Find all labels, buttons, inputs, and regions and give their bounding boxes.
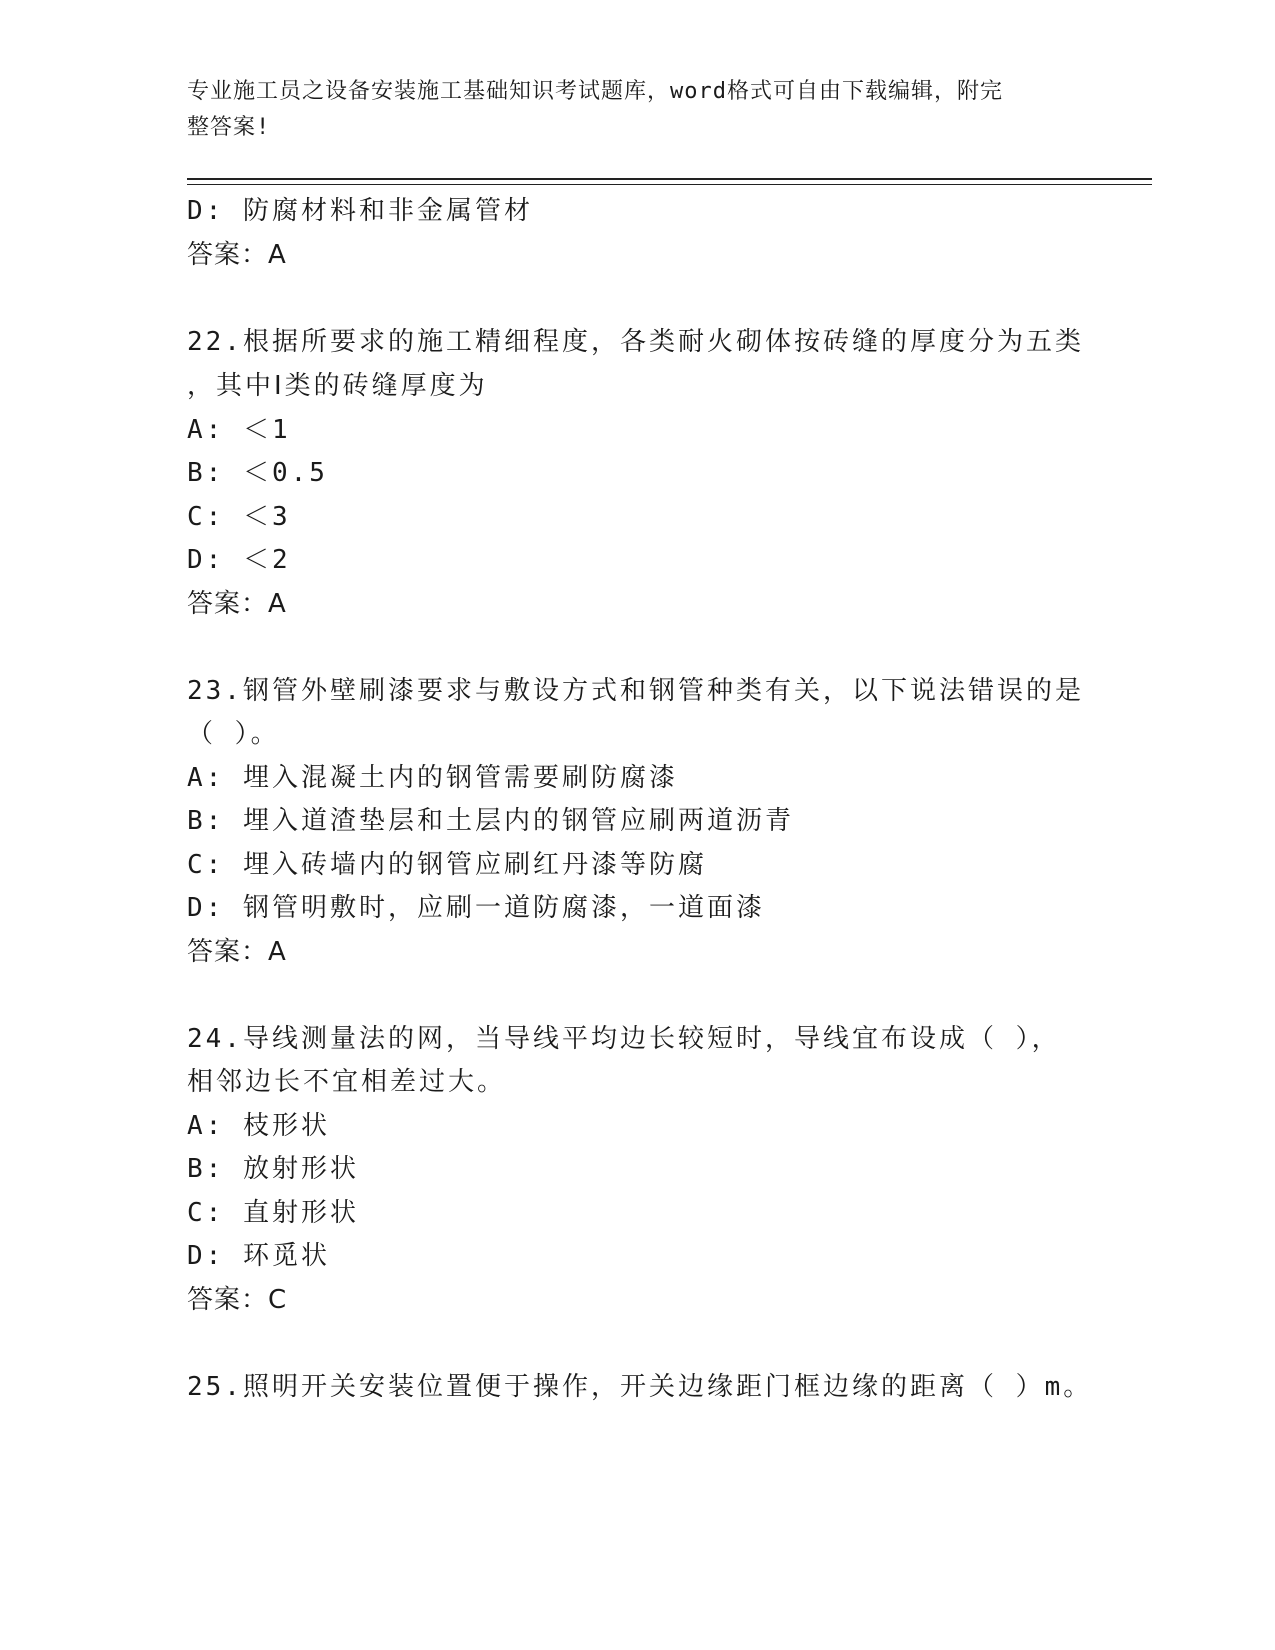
document-header-note [187,74,1087,146]
q23-option-d: D: 钢管明敷时，应刷一道防腐漆，一道面漆 [187,893,765,923]
q23-stem-line-2: （ ）。 [187,719,280,749]
header-divider-thick [187,178,1152,180]
q22-option-a: A: ＜1 [187,415,291,445]
q24-option-a: A: 枝形状 [187,1111,330,1141]
q23-stem-line-1: 23.钢管外壁刷漆要求与敷设方式和钢管种类有关，以下说法错误的是 [187,676,1084,706]
q23-option-b: B: 埋入道渣垫层和土层内的钢管应刷两道沥青 [187,806,794,836]
q23-answer: 答案：A [187,937,287,967]
q24-answer: 答案：C [187,1285,288,1315]
q24-option-c: C: 直射形状 [187,1198,359,1228]
header-divider-thin [187,184,1152,185]
header-line-2: 整答案! [187,115,271,140]
q23-option-a: A: 埋入混凝土内的钢管需要刷防腐漆 [187,763,678,793]
q24-option-b: B: 放射形状 [187,1154,359,1184]
q24-stem-line-1: 24.导线测量法的网，当导线平均边长较短时，导线宜布设成（ ）， [187,1024,1061,1054]
q22-option-b: B: ＜0.5 [187,458,328,488]
q21-option-d: D: 防腐材料和非金属管材 [187,196,533,226]
q22-stem-line-2: ，其中Ⅰ类的砖缝厚度为 [187,371,488,401]
q23-option-c: C: 埋入砖墙内的钢管应刷红丹漆等防腐 [187,850,707,880]
q24-stem-line-2: 相邻边长不宜相差过大。 [187,1067,507,1097]
q22-stem-line-1: 22.根据所要求的施工精细程度，各类耐火砌体按砖缝的厚度分为五类 [187,327,1084,357]
header-line-1: 专业施工员之设备安装施工基础知识考试题库，word格式可自由下载编辑，附完 [187,79,1003,104]
q22-option-c: C: ＜3 [187,502,291,532]
q22-option-d: D: ＜2 [187,545,291,575]
q24-option-d: D: 环觅状 [187,1241,330,1271]
q25-stem-line-1: 25.照明开关安装位置便于操作，开关边缘距门框边缘的距离（ ）m。 [187,1372,1093,1402]
q21-answer: 答案：A [187,240,287,270]
q22-answer: 答案：A [187,589,287,619]
